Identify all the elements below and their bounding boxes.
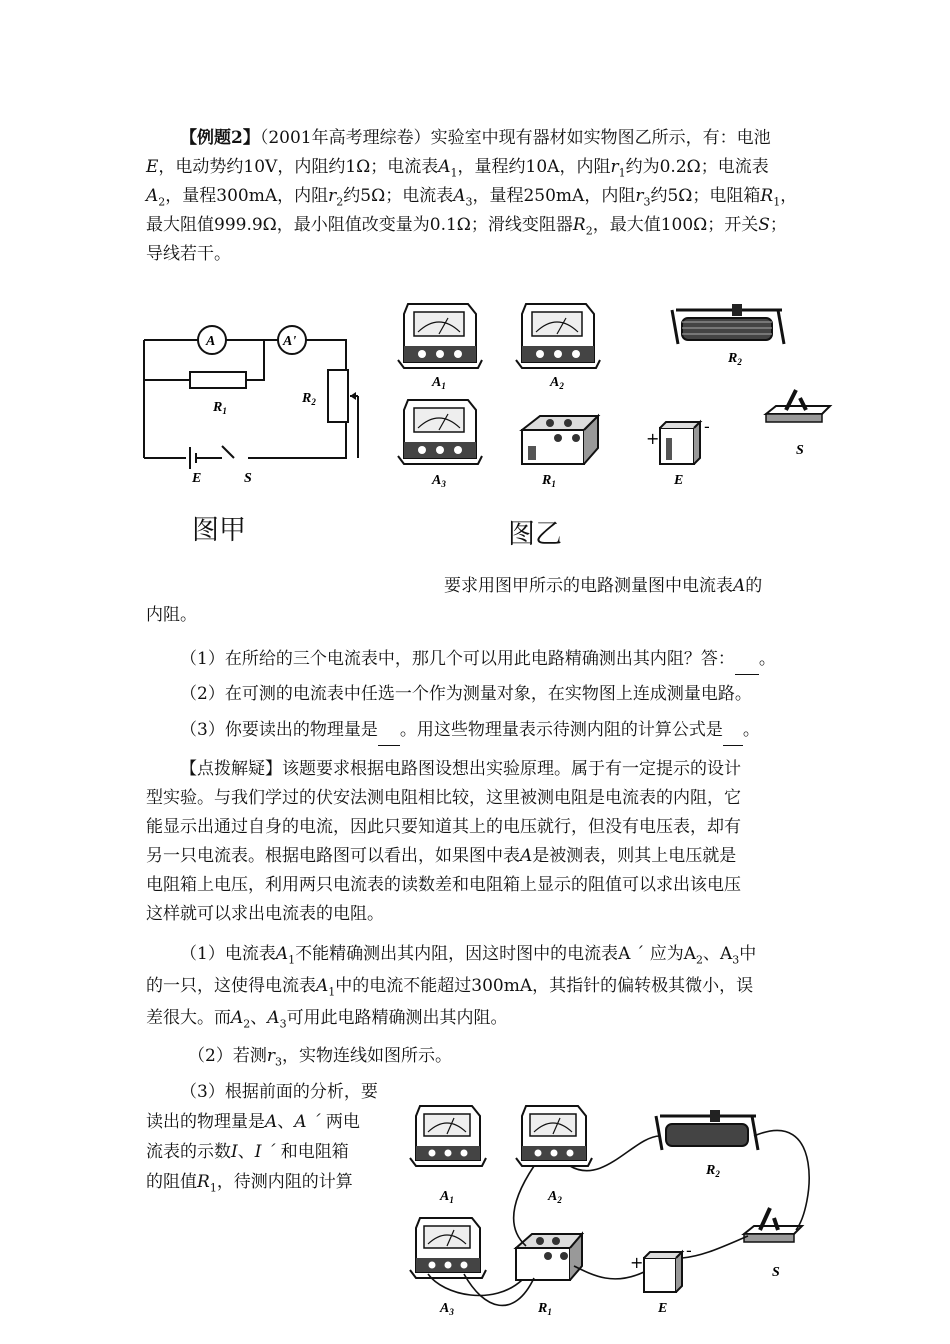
label-a2: $A_2$	[550, 375, 564, 391]
analysis-line-4: 另一只电流表。根据电路图可以看出，如果图中表A是被测表，则其上电压就是	[146, 846, 737, 866]
question-2: （2）在可测的电流表中任选一个作为测量对象，在实物图上连成测量电路。	[180, 684, 752, 704]
wire-battery	[630, 1241, 692, 1292]
example-line-5: 导线若干。	[146, 244, 231, 264]
answer1-line-2: 的一只，这使得电流表$A_1$中的电流不能超过300mA，其指针的偏转极其微小，误	[146, 976, 754, 999]
analysis-line-1: 【点拨解疑】该题要求根据电路图设想出实验原理。属于有一定提示的设计	[180, 759, 741, 779]
label-s: S	[244, 471, 252, 486]
requirement-line-1: 要求用图甲所示的电路测量图中电流表A的	[444, 576, 763, 596]
label-e-yi: E	[674, 473, 684, 488]
answer1-line-3: 差很大。而$A_2$、$A_3$可用此电路精确测出其内阻。	[146, 1008, 508, 1031]
svg-text:+: +	[630, 1253, 644, 1272]
wire-ammeter-a2	[516, 1106, 592, 1166]
wire-switch	[744, 1208, 802, 1242]
wire-label-s: S	[772, 1265, 780, 1280]
label-a: A	[206, 334, 216, 349]
example-line-3: $A_2$，量程300mA，内阻$r_2$约5Ω；电流表$A_3$，量程250mA，内阻$r_3$约5Ω；电阻箱$R_1$，	[146, 186, 798, 209]
example-line-4: 最大阻值999.9Ω，最小阻值改变量为0.1Ω；滑线变阻器$R_2$，最大值100Ω；开关S；	[146, 215, 787, 238]
svg-text:-: -	[704, 417, 710, 436]
answer3-line-3: 流表的示数I、I ´ 和电阻箱	[146, 1142, 349, 1162]
wire-resistor-box	[516, 1234, 582, 1280]
answer2-line: （2）若测$r_3$，实物连线如图所示。	[188, 1046, 452, 1069]
wire-label-a3: $A_3$	[440, 1301, 454, 1317]
answer-blank-1[interactable]	[735, 645, 759, 675]
ammeter-a2-device	[516, 304, 600, 368]
wire-ammeter-a3	[410, 1218, 486, 1278]
requirement-line-2: 内阻。	[146, 605, 197, 625]
analysis-line-6: 这样就可以求出电流表的电阻。	[146, 904, 384, 924]
label-r1: $R_1$	[213, 400, 227, 416]
caption-yi: 图乙	[508, 519, 562, 550]
wire-label-r1: $R_1$	[538, 1301, 552, 1317]
wire-label-e: E	[658, 1301, 668, 1316]
circuit-diagram-jia	[138, 310, 368, 500]
analysis-line-2: 型实验。与我们学过的伏安法测电阻相比较，这里被测电阻是电流表的内阻，它	[146, 788, 741, 808]
label-a-prime: A'	[283, 334, 297, 349]
label-a1: $A_1$	[432, 375, 446, 391]
caption-jia: 图甲	[192, 515, 246, 546]
battery-e-device	[646, 417, 710, 464]
example-tag: 【例题2】	[180, 128, 260, 148]
ammeter-a1-device	[398, 304, 482, 368]
answer1-line-1: （1）电流表$A_1$不能精确测出其内阻，因这时图中的电流表A ´ 应为$A_2$、$A_3$中	[180, 944, 757, 967]
svg-text:+: +	[646, 429, 660, 448]
label-s-yi: S	[796, 443, 804, 458]
answer3-line-2: 读出的物理量是A、A ´ 两电	[146, 1112, 360, 1132]
example-line-2: E，电动势约10V，内阻约1Ω；电流表$A_1$，量程约10A，内阻$r_1$约为0.2Ω；电流表	[146, 157, 769, 180]
label-r2: $R_2$	[302, 391, 316, 407]
resistor-box-r1-device	[522, 416, 598, 464]
apparatus-figure-yi	[392, 298, 842, 498]
wire-rheostat	[656, 1110, 758, 1150]
answer3-line-4: 的阻值$R_1$，待测内阻的计算	[146, 1172, 353, 1195]
example-line-1: 【例题2】（2001年高考理综卷）实验室中现有器材如实物图乙所示，有：电池	[180, 128, 771, 148]
wiring-figure	[404, 1096, 824, 1336]
analysis-tag: 【点拨解疑】	[180, 759, 282, 779]
answer-blank-3a[interactable]	[378, 716, 400, 746]
question-3: （3）你要读出的物理量是 。用这些物理量表示待测内阻的计算公式是 。	[180, 716, 760, 746]
label-e: E	[192, 471, 202, 486]
question-1: （1）在所给的三个电流表中，那几个可以用此电路精确测出其内阻？答： 。	[180, 645, 776, 675]
answer-blank-3b[interactable]	[723, 716, 743, 746]
wire-label-a1: $A_1$	[440, 1189, 454, 1205]
analysis-line-5: 电阻箱上电压，利用两只电流表的读数差和电阻箱上显示的阻值可以求出该电压	[146, 875, 741, 895]
wire-ammeter-a1	[410, 1106, 486, 1166]
wire-label-r2: $R_2$	[706, 1163, 720, 1179]
analysis-line-3: 能显示出通过自身的电流，因此只要知道其上的电压就行，但没有电压表，却有	[146, 817, 741, 837]
ammeter-a3-device	[398, 400, 482, 464]
label-r1-yi: $R_1$	[542, 473, 556, 489]
connecting-wires	[428, 1130, 809, 1305]
svg-text:-: -	[686, 1241, 692, 1260]
label-r2-yi: $R_2$	[728, 351, 742, 367]
label-a3: $A_3$	[432, 473, 446, 489]
wire-label-a2: $A_2$	[548, 1189, 562, 1205]
answer3-line-1: （3）根据前面的分析，要	[180, 1082, 378, 1102]
rheostat-r2-device	[672, 304, 784, 344]
switch-s-device	[766, 390, 830, 422]
